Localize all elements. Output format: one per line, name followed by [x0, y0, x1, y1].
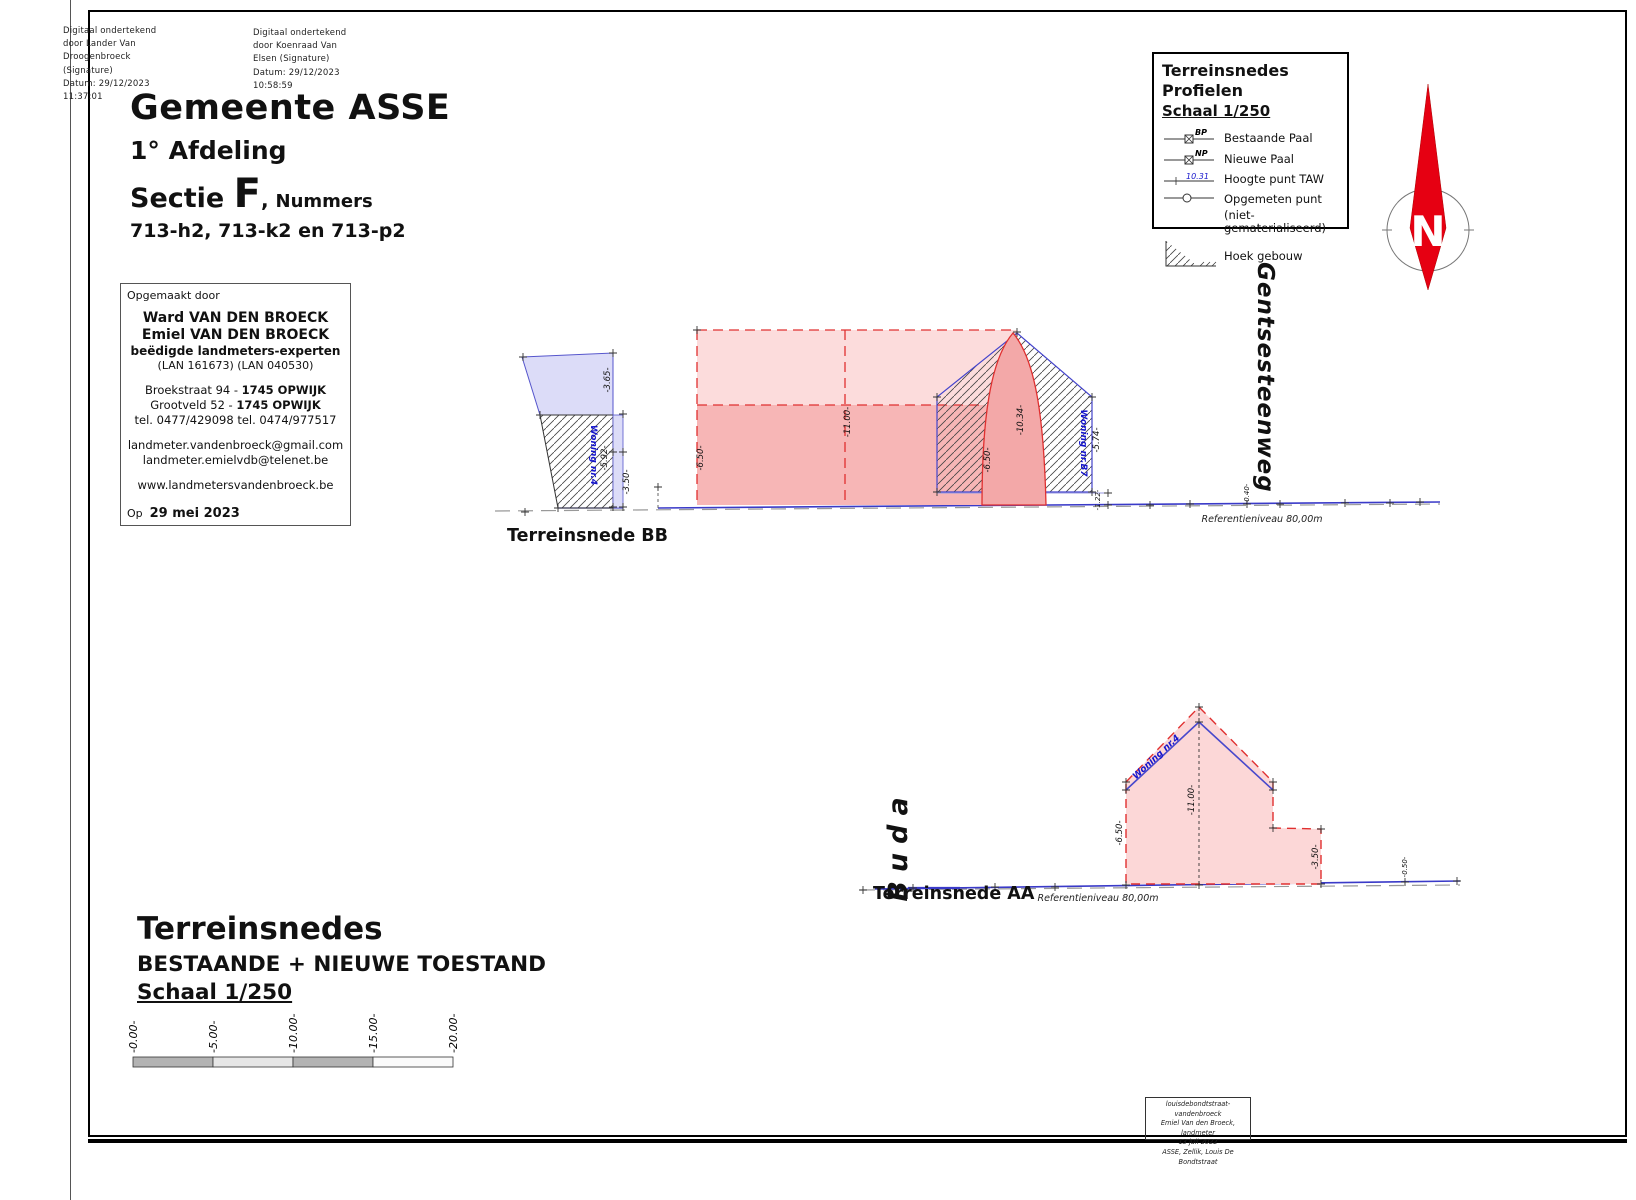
parcel-numbers: 713-h2, 713-k2 en 713-p2	[130, 220, 406, 242]
bb-dim-650-mid: -6.50-	[983, 447, 993, 473]
nummers-label: Nummers	[275, 191, 373, 212]
address-1: Broekstraat 94 - 1745 OPWIJK	[144, 383, 327, 397]
legend-label: Hoek gebouw	[1224, 248, 1303, 263]
scale-bar	[125, 1005, 475, 1075]
bb-dim-1034: -10.34-	[1016, 404, 1026, 436]
nieuwe-paal-icon	[1162, 149, 1224, 169]
email-2: landmeter.emielvdb@telenet.be	[142, 453, 329, 467]
legend-label-cont: (niet-gematerialiseerd)	[1224, 208, 1327, 235]
phone-numbers: tel. 0477/429098 tel. 0474/977517	[134, 413, 337, 427]
svg-text:BP: BP	[1195, 128, 1207, 137]
file-stamp-box	[1145, 1097, 1251, 1166]
bb-dim-574: -5.74-	[1092, 427, 1102, 453]
sig1-line: Digitaal ondertekend	[63, 26, 157, 36]
aa-reference-label: Referentieniveau 80,00m	[1037, 893, 1159, 904]
sig2-line: 10:58:59	[253, 80, 293, 91]
section-aa-drawing	[855, 660, 1465, 910]
legend-label: Nieuwe Paal	[1224, 151, 1295, 166]
aa-dim-050: -0.50-	[1401, 856, 1409, 878]
svg-text:NP: NP	[1195, 149, 1208, 158]
sig1-line: door Lander Van	[63, 39, 136, 50]
scale-tick-20: -20.00-	[447, 1013, 460, 1053]
sig1-line: Datum: 29/12/2023	[63, 78, 150, 89]
legend-label: Opgemeten punt	[1224, 192, 1322, 206]
legend-label: Hoogte punt TAW	[1224, 172, 1325, 186]
legend-item-nieuwe-paal	[1162, 149, 1339, 169]
bottom-title-main: Terreinsnedes	[137, 911, 383, 947]
bb-woning-4-label: Woning nr.4	[588, 424, 598, 486]
digital-signature-2	[253, 27, 383, 93]
aa-woning-4-label: Woning nr.4	[1131, 733, 1183, 782]
frame-bottom-bar	[88, 1139, 1627, 1143]
sectie-comma: ,	[260, 188, 276, 212]
sectie-letter: F	[233, 171, 261, 217]
surveyor-info-box	[120, 283, 351, 526]
aa-dim-1100: -11.00-	[1187, 784, 1197, 816]
madeby-header: Opgemaakt door	[127, 289, 220, 302]
page-left-rule	[70, 0, 71, 1200]
surveyor-role: beëdigde landmeters-experten	[130, 344, 341, 358]
section-aa-caption: Terreinsnede AA	[873, 884, 1035, 904]
bb-dim-650-left: -6.50-	[696, 445, 706, 471]
bb-dim-040: -0.40-	[1243, 483, 1251, 505]
legend-item-opgemeten-punt	[1162, 190, 1339, 209]
scale-tick-15: -15.00-	[367, 1013, 380, 1053]
afdeling-subtitle: 1° Afdeling	[130, 136, 287, 165]
section-bb-caption: Terreinsnede BB	[507, 526, 668, 546]
bestaande-paal-icon	[1162, 128, 1224, 148]
surveyor-name-2: Emiel VAN DEN BROECK	[141, 327, 330, 343]
legend-item-bestaande-paal	[1162, 128, 1339, 148]
legend-scale: Schaal 1/250	[1162, 102, 1271, 120]
hoogte-punt-icon	[1162, 170, 1224, 189]
lan-numbers: (LAN 161673) (LAN 040530)	[157, 359, 314, 372]
email-1: landmeter.vandenbroeck@gmail.com	[127, 438, 344, 452]
main-title-block	[130, 88, 690, 242]
municipality-title: Gemeente ASSE	[130, 88, 451, 128]
bb-woning-b7-label: Woning nr.B7	[1078, 409, 1088, 477]
sig2-line: door Koenraad Van	[253, 41, 338, 52]
bottom-title-scale: Schaal 1/250	[137, 980, 293, 1005]
website: www.landmetersvandenbroeck.be	[137, 478, 334, 492]
legend-title-1: Terreinsnedes	[1162, 61, 1289, 80]
aa-dim-650: -6.50-	[1115, 820, 1125, 846]
sectie-label: Sectie	[130, 183, 234, 214]
scale-tick-0: -0.00-	[127, 1020, 140, 1053]
sig2-line: Elsen (Signature)	[253, 54, 330, 65]
stamp-line: louisdebondtstraat-vandenbroeck	[1165, 1100, 1231, 1118]
bb-dim-365: -3.65-	[603, 367, 613, 393]
sig1-line: Droogenbroeck	[63, 52, 131, 63]
street-name-gentsesteenweg: Gentsesteenweg	[1252, 262, 1278, 493]
hoek-gebouw-icon	[1162, 239, 1224, 273]
svg-text:10.31: 10.31	[1186, 172, 1209, 181]
aa-house-shape	[1126, 707, 1321, 884]
sig1-line: (Signature)	[63, 65, 113, 76]
section-bb-drawing	[490, 300, 1445, 560]
north-compass	[1382, 80, 1474, 299]
scale-tick-10: -10.00-	[287, 1013, 300, 1053]
stamp-line: 13 juli 2022	[1178, 1138, 1218, 1147]
north-needle-icon	[1410, 84, 1446, 290]
bottom-title-sub: BESTAANDE + NIEUWE TOESTAND	[137, 952, 546, 977]
scale-tick-5: -5.00-	[207, 1020, 220, 1053]
bb-dim-122: -1.22-	[1094, 489, 1102, 511]
sig2-line: Datum: 29/12/2023	[253, 67, 340, 78]
plan-date: Op 29 mei 2023	[127, 506, 240, 521]
legend-item-hoogte-punt	[1162, 170, 1339, 189]
address-2: Grootveld 52 - 1745 OPWIJK	[150, 398, 321, 412]
sig1-line: 11:37:01	[63, 92, 103, 103]
bb-dim-1100: -11.00-	[843, 406, 853, 438]
bb-dim-350: -3.50-	[622, 469, 632, 495]
aa-street-buda-label: Buda	[883, 788, 914, 902]
bb-left-roof-shape	[522, 353, 613, 415]
stamp-line: ASSE, Zellik, Louis De Bondtstraat	[1162, 1147, 1234, 1166]
opgemeten-punt-icon	[1162, 190, 1224, 209]
bb-reference-label: Referentieniveau 80,00m	[1201, 514, 1323, 525]
sectie-line	[130, 171, 690, 217]
surveyor-name-1: Ward VAN DEN BROECK	[142, 310, 329, 326]
stamp-line: Emiel Van den Broeck, landmeter	[1160, 1119, 1236, 1137]
compass-letter: N	[1410, 207, 1446, 256]
sig2-line: Digitaal ondertekend	[253, 28, 347, 38]
bottom-title-block	[137, 911, 546, 1005]
aa-dim-350: -3.50-	[1311, 844, 1321, 870]
legend-box	[1152, 52, 1349, 263]
legend-title-2: Profielen	[1162, 81, 1244, 100]
legend-label: Bestaande Paal	[1224, 130, 1313, 145]
bb-dim-592: -5.92-	[600, 445, 610, 471]
